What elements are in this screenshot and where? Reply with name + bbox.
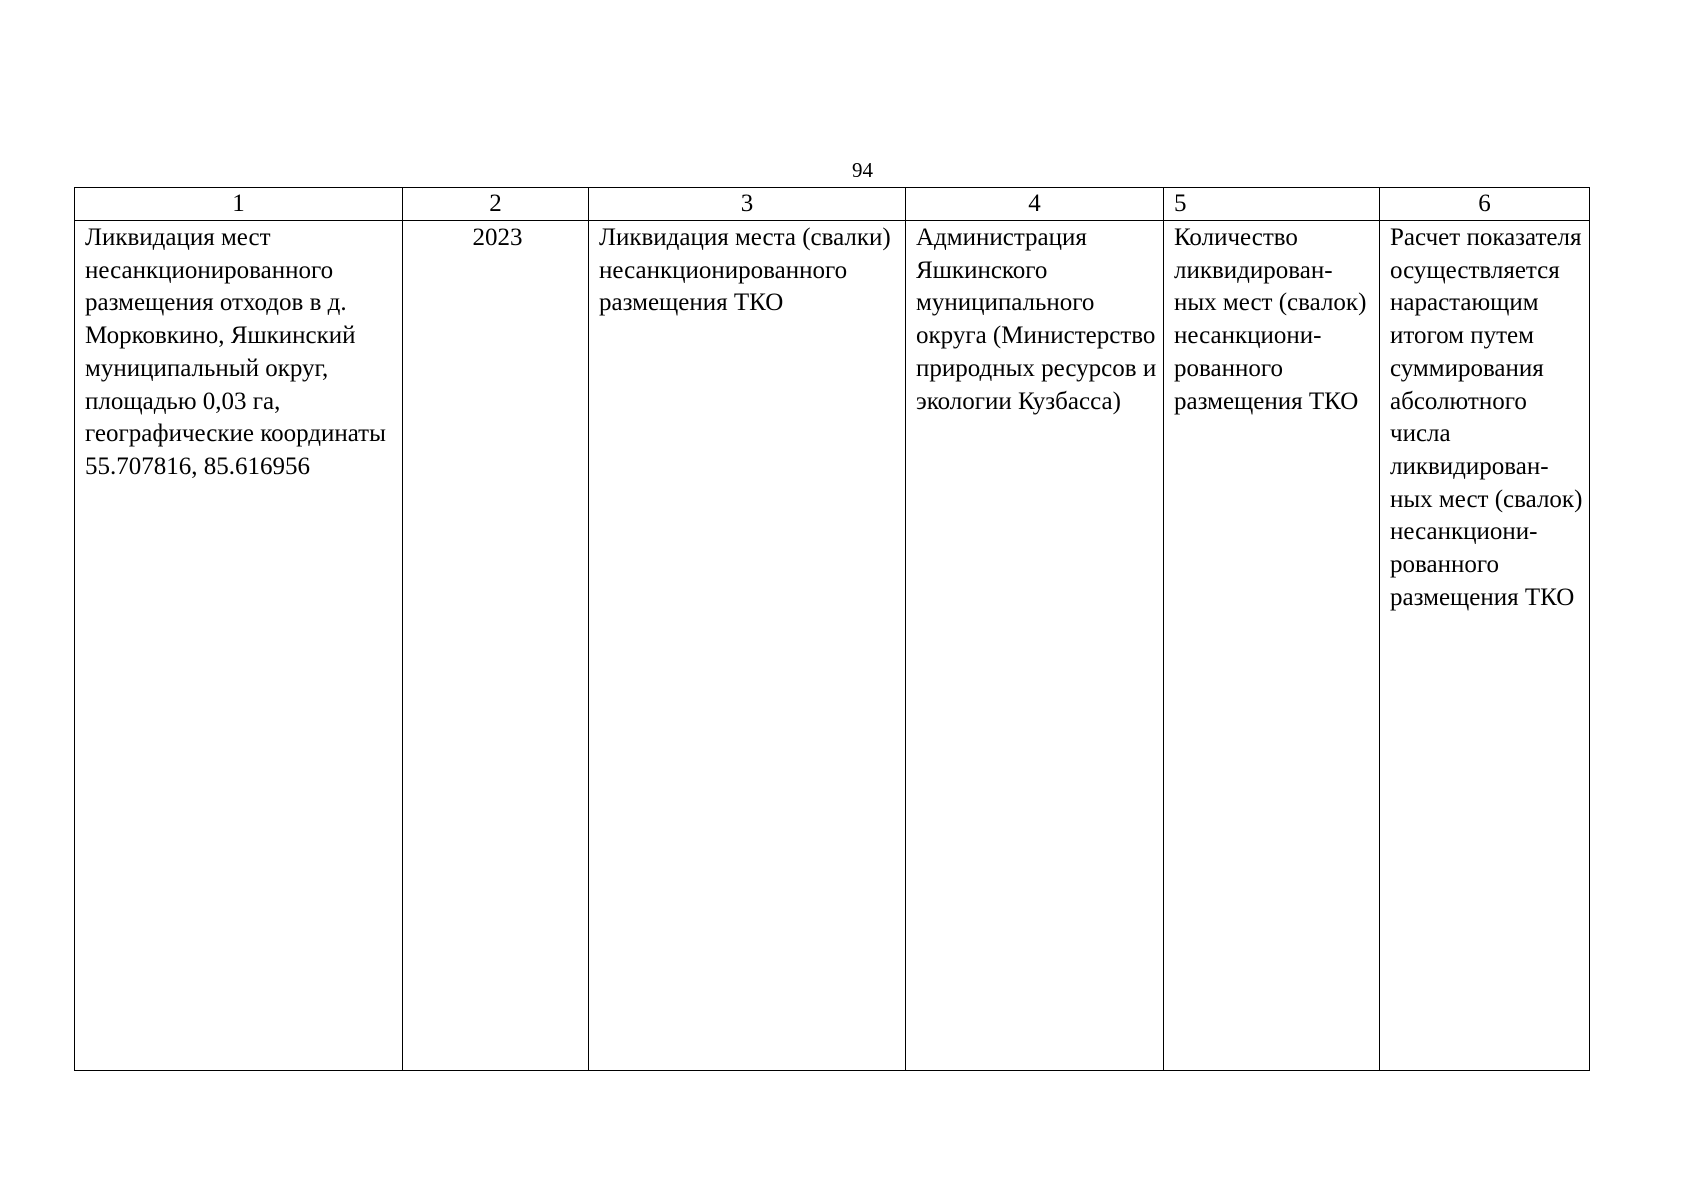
page-number: 94 — [852, 158, 873, 182]
column-header-1: 1 — [75, 188, 403, 221]
column-header-3: 3 — [589, 188, 906, 221]
calculation-cell: Расчет показателя осуществляется нарастающим итогом путем суммирования абсолютного числа ликвидирован-ных мест (свалок) несанкциони-рованного размещения ТКО — [1380, 221, 1590, 1071]
column-header-2: 2 — [403, 188, 589, 221]
document-table — [74, 187, 1590, 1071]
result-cell: Ликвидация места (свалки) несанкционированного размещения ТКО — [589, 221, 906, 1071]
year-cell: 2023 — [403, 221, 589, 1071]
table-header-row — [75, 188, 1590, 221]
column-header-6: 6 — [1380, 188, 1590, 221]
responsible-cell: Администрация Яшкинского муниципального округа (Министерство природных ресурсов и экологии Кузбасса) — [906, 221, 1164, 1071]
table-row — [75, 221, 1590, 1071]
event-description-cell: Ликвидация мест несанкционированного размещения отходов в д. Морковкино, Яшкинский муниципальный округ, площадью 0,03 га, географические координаты 55.707816, 85.616956 — [75, 221, 403, 1071]
column-header-5: 5 — [1164, 188, 1380, 221]
indicator-cell: Количество ликвидирован-ных мест (свалок) несанкциони-рованного размещения ТКО — [1164, 221, 1380, 1071]
column-header-4: 4 — [906, 188, 1164, 221]
